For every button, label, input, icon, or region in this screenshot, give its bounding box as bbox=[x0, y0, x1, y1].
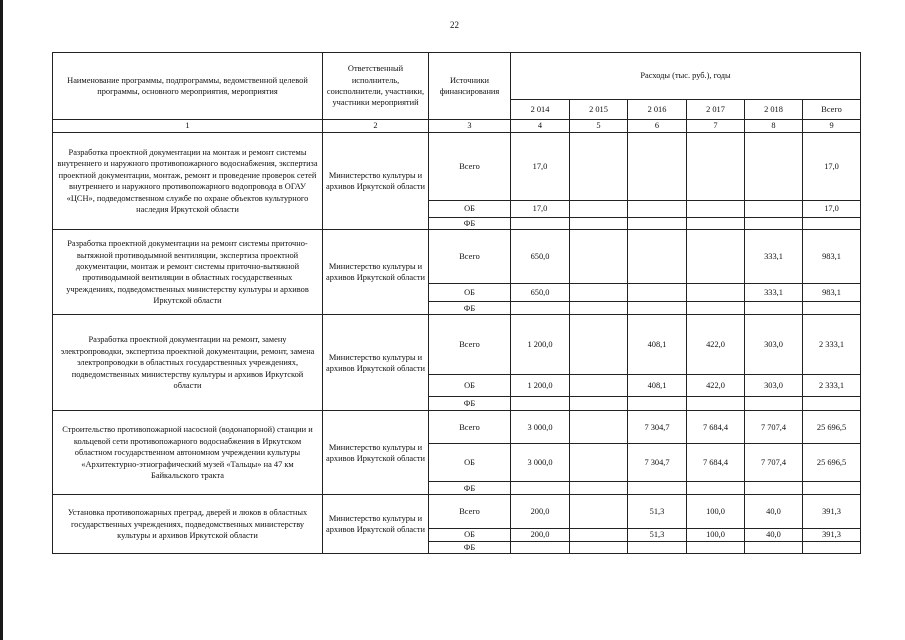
value-cell: 983,1 bbox=[803, 230, 861, 284]
value-cell bbox=[570, 284, 628, 302]
table-row bbox=[53, 133, 861, 201]
source-cell: Всего bbox=[429, 495, 511, 529]
header-total: Всего bbox=[803, 100, 861, 120]
value-cell bbox=[570, 482, 628, 495]
value-cell bbox=[687, 302, 745, 315]
executor-cell: Министерство культуры и архивов Иркутской области bbox=[323, 133, 429, 230]
value-cell: 17,0 bbox=[803, 133, 861, 201]
value-cell: 17,0 bbox=[511, 201, 570, 218]
header-expenses: Расходы (тыс. руб.), годы bbox=[511, 53, 861, 100]
source-cell: ФБ bbox=[429, 541, 511, 553]
value-cell bbox=[570, 495, 628, 529]
value-cell bbox=[570, 444, 628, 482]
table-row bbox=[53, 495, 861, 529]
table-body bbox=[53, 133, 861, 554]
source-cell: ФБ bbox=[429, 397, 511, 411]
value-cell bbox=[570, 302, 628, 315]
executor-cell: Министерство культуры и архивов Иркутской области bbox=[323, 495, 429, 554]
value-cell bbox=[745, 482, 803, 495]
executor-cell: Министерство культуры и архивов Иркутской области bbox=[323, 411, 429, 495]
value-cell: 3 000,0 bbox=[511, 411, 570, 444]
source-cell: ОБ bbox=[429, 201, 511, 218]
value-cell: 408,1 bbox=[628, 375, 687, 397]
column-number: 5 bbox=[570, 120, 628, 133]
value-cell bbox=[687, 230, 745, 284]
value-cell bbox=[570, 218, 628, 230]
source-cell: ФБ bbox=[429, 218, 511, 230]
value-cell bbox=[803, 397, 861, 411]
value-cell: 17,0 bbox=[803, 201, 861, 218]
value-cell bbox=[511, 482, 570, 495]
table-row bbox=[53, 315, 861, 375]
value-cell: 17,0 bbox=[511, 133, 570, 201]
activity-name: Разработка проектной документации на монтаж и ремонт системы внутреннего и наружного противопожарного водоснабжения, экспертиза проектной документации, монтаж, ремонт и проведение проверок сетей внутреннего и наружного противопожарного водопровода в ОГАУ «ЦСН», подведомственном службе по охране объектов культурного наследия Иркутской области bbox=[53, 133, 323, 230]
value-cell bbox=[570, 375, 628, 397]
source-cell: Всего bbox=[429, 411, 511, 444]
value-cell bbox=[570, 397, 628, 411]
value-cell: 3 000,0 bbox=[511, 444, 570, 482]
source-cell: ФБ bbox=[429, 482, 511, 495]
page-number: 22 bbox=[450, 20, 459, 30]
column-number: 9 bbox=[803, 120, 861, 133]
value-cell bbox=[803, 302, 861, 315]
value-cell bbox=[803, 218, 861, 230]
value-cell: 40,0 bbox=[745, 495, 803, 529]
value-cell bbox=[745, 397, 803, 411]
value-cell: 51,3 bbox=[628, 529, 687, 541]
value-cell bbox=[745, 218, 803, 230]
source-cell: Всего bbox=[429, 230, 511, 284]
source-cell: Всего bbox=[429, 315, 511, 375]
value-cell bbox=[628, 482, 687, 495]
value-cell: 391,3 bbox=[803, 495, 861, 529]
value-cell bbox=[687, 397, 745, 411]
value-cell: 7 707,4 bbox=[745, 411, 803, 444]
table-row bbox=[53, 411, 861, 444]
value-cell: 650,0 bbox=[511, 230, 570, 284]
value-cell bbox=[511, 302, 570, 315]
value-cell bbox=[687, 133, 745, 201]
value-cell bbox=[803, 482, 861, 495]
value-cell: 200,0 bbox=[511, 495, 570, 529]
value-cell: 100,0 bbox=[687, 495, 745, 529]
value-cell bbox=[628, 218, 687, 230]
header-executor: Ответственный исполнитель, соисполнители, участники, участники мероприятий bbox=[323, 53, 429, 120]
value-cell: 422,0 bbox=[687, 315, 745, 375]
value-cell bbox=[511, 218, 570, 230]
value-cell bbox=[628, 201, 687, 218]
source-cell: ОБ bbox=[429, 444, 511, 482]
column-number: 4 bbox=[511, 120, 570, 133]
executor-cell: Министерство культуры и архивов Иркутской области bbox=[323, 315, 429, 411]
header-source: Источники финансирования bbox=[429, 53, 511, 120]
value-cell bbox=[745, 302, 803, 315]
page-left-edge bbox=[0, 0, 3, 640]
column-number: 2 bbox=[323, 120, 429, 133]
value-cell bbox=[745, 541, 803, 553]
header-year: 2 015 bbox=[570, 100, 628, 120]
value-cell bbox=[628, 302, 687, 315]
source-cell: ОБ bbox=[429, 529, 511, 541]
value-cell: 422,0 bbox=[687, 375, 745, 397]
value-cell bbox=[687, 541, 745, 553]
value-cell bbox=[570, 133, 628, 201]
activity-name: Установка противопожарных преград, дверей и люков в областных государственных учреждениях, подведомственных министерству культуры и архивов Иркутской области bbox=[53, 495, 323, 554]
value-cell: 51,3 bbox=[628, 495, 687, 529]
value-cell bbox=[628, 284, 687, 302]
value-cell: 983,1 bbox=[803, 284, 861, 302]
value-cell: 40,0 bbox=[745, 529, 803, 541]
value-cell: 1 200,0 bbox=[511, 375, 570, 397]
value-cell bbox=[687, 482, 745, 495]
value-cell bbox=[628, 397, 687, 411]
value-cell: 7 304,7 bbox=[628, 411, 687, 444]
value-cell: 2 333,1 bbox=[803, 375, 861, 397]
value-cell bbox=[803, 541, 861, 553]
value-cell: 333,1 bbox=[745, 284, 803, 302]
value-cell bbox=[570, 411, 628, 444]
column-number: 6 bbox=[628, 120, 687, 133]
value-cell bbox=[745, 133, 803, 201]
value-cell: 7 684,4 bbox=[687, 444, 745, 482]
value-cell bbox=[570, 201, 628, 218]
value-cell bbox=[687, 201, 745, 218]
activity-name: Разработка проектной документации на ремонт, замену электропроводки, экспертиза проектной документации, ремонт, замена электропроводки в областных государственных учреждениях, подведомственных министерству культуры и архивов Иркутской области bbox=[53, 315, 323, 411]
value-cell: 1 200,0 bbox=[511, 315, 570, 375]
value-cell: 100,0 bbox=[687, 529, 745, 541]
value-cell: 303,0 bbox=[745, 315, 803, 375]
value-cell bbox=[570, 230, 628, 284]
value-cell: 391,3 bbox=[803, 529, 861, 541]
source-cell: ФБ bbox=[429, 302, 511, 315]
value-cell bbox=[687, 218, 745, 230]
value-cell: 303,0 bbox=[745, 375, 803, 397]
value-cell bbox=[511, 541, 570, 553]
value-cell: 650,0 bbox=[511, 284, 570, 302]
table-row bbox=[53, 230, 861, 284]
value-cell: 200,0 bbox=[511, 529, 570, 541]
header-year: 2 018 bbox=[745, 100, 803, 120]
value-cell: 7 707,4 bbox=[745, 444, 803, 482]
column-number: 7 bbox=[687, 120, 745, 133]
source-cell: ОБ bbox=[429, 375, 511, 397]
column-number: 3 bbox=[429, 120, 511, 133]
value-cell: 2 333,1 bbox=[803, 315, 861, 375]
value-cell: 7 304,7 bbox=[628, 444, 687, 482]
source-cell: Всего bbox=[429, 133, 511, 201]
value-cell bbox=[687, 284, 745, 302]
header-year: 2 016 bbox=[628, 100, 687, 120]
activity-name: Разработка проектной документации на ремонт системы приточно-вытяжной противодымной вентиляции, экспертиза проектной документации, монтаж и ремонт системы приточно-вытяжной противодымной вентиляции в областных государственных учреждениях, подведомственных министерству культуры и архивов Иркутской области bbox=[53, 230, 323, 315]
value-cell bbox=[745, 201, 803, 218]
header-year: 2 014 bbox=[511, 100, 570, 120]
value-cell bbox=[628, 230, 687, 284]
value-cell bbox=[570, 529, 628, 541]
header-name: Наименование программы, подпрограммы, ведомственной целевой программы, основного мероприятия, мероприятия bbox=[53, 53, 323, 120]
value-cell: 333,1 bbox=[745, 230, 803, 284]
activity-name: Строительство противопожарной насосной (водонапорной) станции и кольцевой сети противопожарного водоснабжения в Иркутском областном государственном автономном учреждении культуры «Архитектурно-этнографический музей «Тальцы» на 47 км Байкальского тракта bbox=[53, 411, 323, 495]
value-cell bbox=[570, 315, 628, 375]
value-cell: 25 696,5 bbox=[803, 444, 861, 482]
column-number: 1 bbox=[53, 120, 323, 133]
executor-cell: Министерство культуры и архивов Иркутской области bbox=[323, 230, 429, 315]
value-cell bbox=[628, 541, 687, 553]
value-cell: 25 696,5 bbox=[803, 411, 861, 444]
expenses-table bbox=[52, 52, 861, 554]
column-number: 8 bbox=[745, 120, 803, 133]
source-cell: ОБ bbox=[429, 284, 511, 302]
value-cell: 7 684,4 bbox=[687, 411, 745, 444]
value-cell bbox=[511, 397, 570, 411]
header-year: 2 017 bbox=[687, 100, 745, 120]
value-cell bbox=[570, 541, 628, 553]
value-cell: 408,1 bbox=[628, 315, 687, 375]
value-cell bbox=[628, 133, 687, 201]
